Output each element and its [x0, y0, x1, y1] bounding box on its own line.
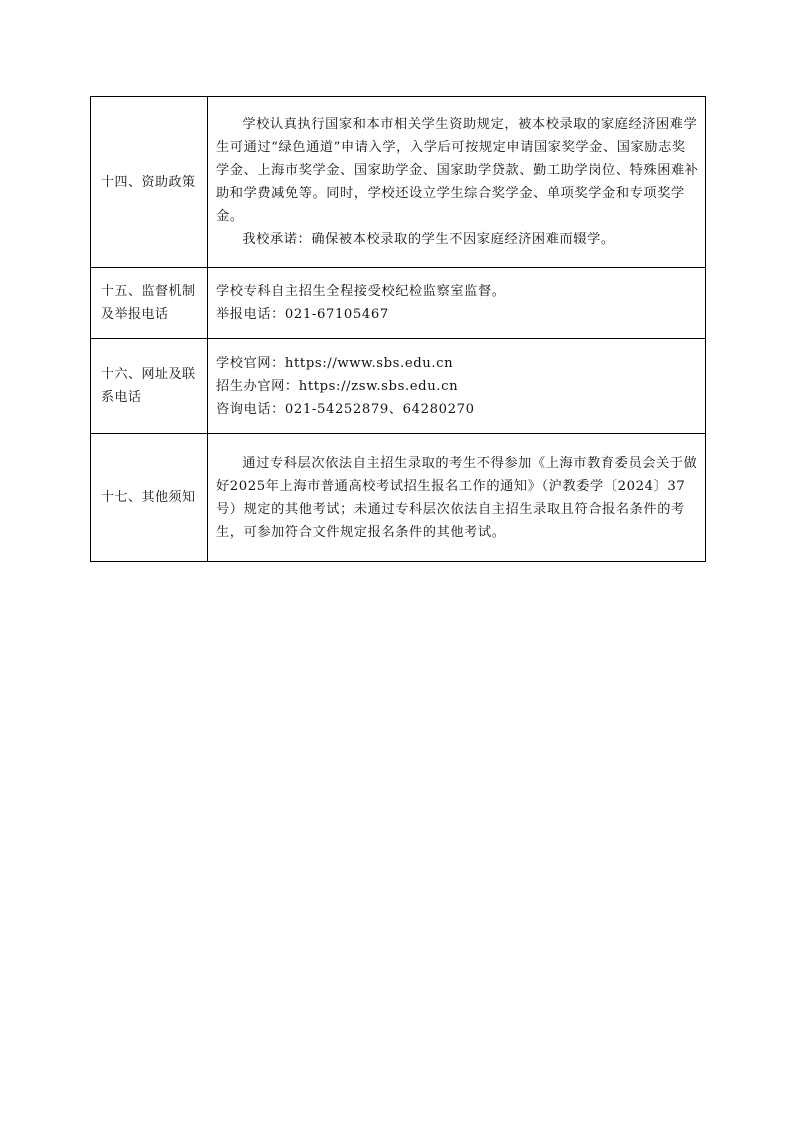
- funding-policy-paragraph: 学校认真执行国家和本市相关学生资助规定，被本校录取的家庭经济困难学生可通过“绿色通道”申请入学，入学后可按规定申请国家奖学金、国家励志奖学金、上海市奖学金、国家助学金、国家助学贷款、勤工助学岗位、特殊困难补助和学费减免等。同时，学校还设立学生综合奖学金、单项奖学金和专项奖学金。: [216, 117, 699, 224]
- report-phone: 举报电话：021-67105467: [216, 307, 389, 322]
- row-label-funding-policy: 十四、资助政策: [91, 97, 208, 268]
- supervision-text: 学校专科自主招生全程接受校纪检监察室监督。: [216, 284, 506, 299]
- row-content-supervision: [208, 268, 706, 339]
- row-label-supervision: 十五、监督机制及举报电话: [91, 268, 208, 339]
- info-table: [90, 96, 706, 562]
- school-commitment-paragraph: 我校承诺：确保被本校录取的学生不因家庭经济困难而辍学。: [242, 232, 615, 247]
- table-row-contact: [91, 339, 706, 434]
- consultation-phone: 咨询电话：021-54252879、64280270: [216, 401, 475, 417]
- row-content-other-notes: [208, 434, 706, 562]
- admissions-website: 招生办官网：https://zsw.sbs.edu.cn: [216, 378, 459, 394]
- row-content-contact: [208, 339, 706, 434]
- row-content-funding-policy: [208, 97, 706, 268]
- row-label-other-notes: 十七、其他须知: [91, 434, 208, 562]
- table-row-other-notes: [91, 434, 706, 562]
- school-website: 学校官网：https://www.sbs.edu.cn: [216, 355, 454, 371]
- row-label-contact: 十六、网址及联系电话: [91, 339, 208, 434]
- table-row-funding-policy: [91, 97, 706, 268]
- other-notes-paragraph: 通过专科层次依法自主招生录取的考生不得参加《上海市教育委员会关于做好2025年上海市普通高校考试招生报名工作的通知》（沪教委学〔2024〕37号）规定的其他考试；未通过专科层次依法自主招生录取且符合报名条件的考生，可参加符合文件规定报名条件的其他考试。: [216, 455, 698, 540]
- table-row-supervision: [91, 268, 706, 339]
